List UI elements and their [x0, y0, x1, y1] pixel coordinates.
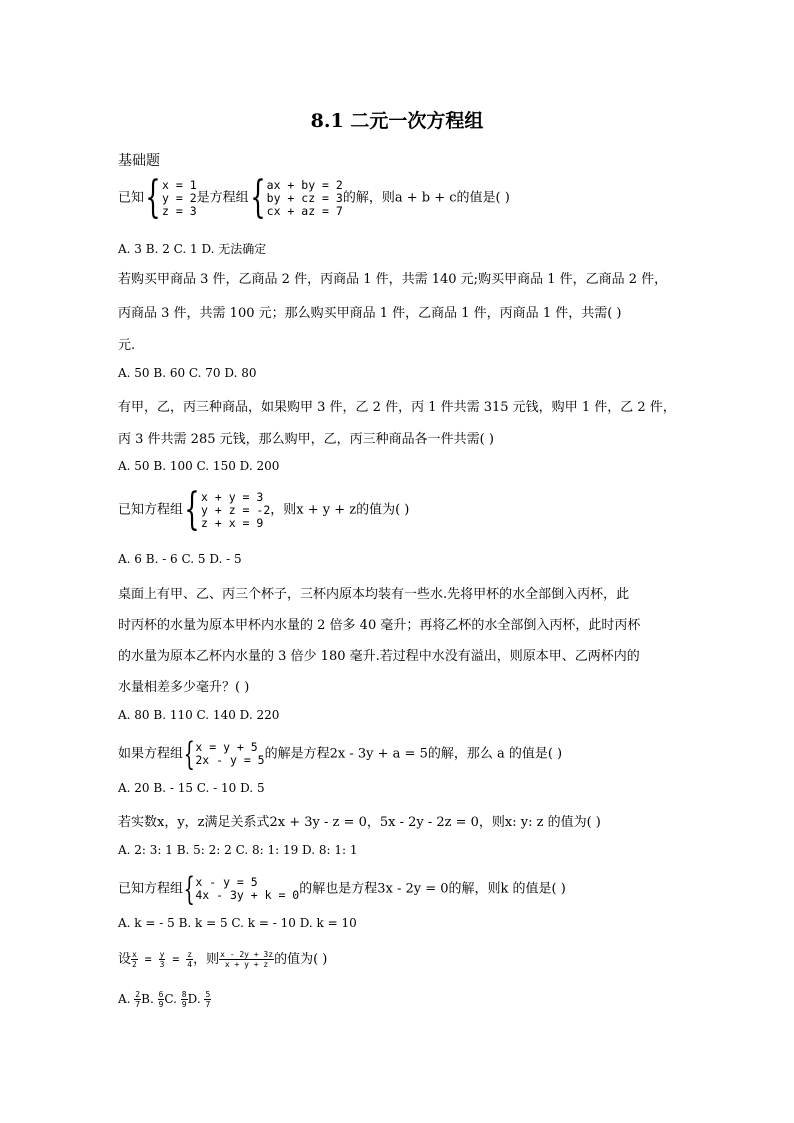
question-1 [118, 172, 510, 223]
q6-suffix: 的解是方程2x - 3y + a = 5的解，那么 a 的值是( ) [264, 746, 563, 762]
question-8 [118, 870, 566, 908]
fraction-z-over-4: $\frac{z}{4}$ [187, 950, 193, 969]
q2-line-2: 丙商品 3 件，共需 100 元；那么购买甲商品 1 件，乙商品 1 件，丙商品 1 件，共需( ) [118, 306, 622, 321]
section-heading: 基础题 [118, 153, 160, 169]
q1-equation-system: { ax + by = 2 by + cz = 3 cx + az = 7 [249, 172, 343, 223]
q8-options: A. k = - 5 B. k = 5 C. k = - 10 D. k = 10 [118, 916, 357, 930]
left-brace-icon: { [183, 735, 195, 773]
option-a-fraction: $\frac{2}{7}$ [135, 990, 141, 1009]
question-6 [118, 735, 563, 773]
q1-solution-system: { x = 1 y = 2 z = 3 [145, 172, 197, 223]
fraction-x-over-2: $\frac{x}{2}$ [132, 950, 137, 969]
q1-mid: 是方程组 [196, 190, 249, 206]
q6-prefix: 如果方程组 [118, 746, 184, 762]
q2-line-3: 元. [118, 338, 136, 353]
q3-line-2: 丙 3 件共需 285 元钱，那么购甲，乙，丙三种商品各一件共需( ) [118, 432, 494, 447]
question-4 [118, 484, 410, 535]
q5-line-4: 水量相差多少毫升？( ) [118, 680, 250, 695]
q4-suffix: ，则x + y + z的值为( ) [270, 502, 410, 518]
q1-options: A. 3 B. 2 C. 1 D. 无法确定 [118, 242, 267, 256]
q7-text: 若实数x，y，z满足关系式2x + 3y - z = 0，5x - 2y - 2z = 0，则x: y: z 的值为( ) [118, 815, 601, 830]
q2-options: A. 50 B. 60 C. 70 D. 80 [118, 366, 257, 380]
q5-line-3: 的水量为原本乙杯内水量的 3 倍少 180 毫升.若过程中水没有溢出，则原本甲、乙两杯内的 [118, 649, 640, 664]
q9-suffix: 的值为( ) [274, 952, 328, 967]
q7-options: A. 2: 3: 1 B. 5: 2: 2 C. 8: 1: 19 D. 8: 1: 1 [118, 843, 358, 857]
q4-prefix: 已知方程组 [118, 502, 184, 518]
question-9: 设 $\frac{x}{2}$ = $\frac{y}{3}$ = $\frac{z}{4}$ ，则 $\frac{x - 2y + 3z}{x + y + z}$ 的值为( ) [118, 950, 328, 969]
q5-line-2: 时丙杯的水量为原本甲杯内水量的 2 倍多 40 毫升；再将乙杯的水全部倒入丙杯，此时丙杯 [118, 618, 641, 633]
q4-options: A. 6 B. - 6 C. 5 D. - 5 [118, 552, 242, 566]
q9-options: A. $\frac{2}{7}$ B. $\frac{6}{9}$ C. $\frac{8}{9}$ D. $\frac{5}{7}$ [118, 990, 211, 1009]
q6-equation-system: { x = y + 5 2x - y = 5 [183, 735, 265, 773]
q9-prefix: 设 [118, 952, 132, 967]
q1-prefix: 已知 [118, 190, 145, 206]
page-title: 8.1 二元一次方程组 [310, 110, 484, 132]
q8-prefix: 已知方程组 [118, 881, 184, 897]
q8-equation-system: { x - y = 5 4x - 3y + k = 0 [183, 870, 300, 908]
q6-options: A. 20 B. - 15 C. - 10 D. 5 [118, 781, 265, 795]
q3-line-1: 有甲，乙，丙三种商品，如果购甲 3 件，乙 2 件，丙 1 件共需 315 元钱，购甲 1 件，乙 2 件， [118, 400, 676, 415]
left-brace-icon: { [145, 172, 161, 223]
left-brace-icon: { [183, 870, 195, 908]
left-brace-icon: { [184, 484, 200, 535]
left-brace-icon: { [249, 172, 266, 223]
fraction-y-over-3: $\frac{y}{3}$ [159, 950, 165, 969]
option-d-fraction: $\frac{5}{7}$ [205, 990, 211, 1009]
q1-suffix: 的解，则a + b + c的值是( ) [342, 190, 510, 206]
q5-options: A. 80 B. 110 C. 140 D. 220 [118, 708, 280, 722]
q5-line-1: 桌面上有甲、乙、丙三个杯子，三杯内原本均装有一些水.先将甲杯的水全部倒入丙杯，此 [118, 587, 630, 602]
q4-equation-system: { x + y = 3 y + z = -2 z + x = 9 [184, 484, 271, 535]
option-c-fraction: $\frac{8}{9}$ [181, 990, 187, 1009]
fraction-expression: $\frac{x - 2y + 3z}{x + y + z}$ [220, 950, 274, 969]
q8-suffix: 的解也是方程3x - 2y = 0的解，则k 的值是( ) [299, 881, 566, 897]
option-b-fraction: $\frac{6}{9}$ [158, 990, 164, 1009]
q3-options: A. 50 B. 100 C. 150 D. 200 [118, 459, 280, 473]
q2-line-1: 若购买甲商品 3 件，乙商品 2 件，丙商品 1 件，共需 140 元;购买甲商品 1 件，乙商品 2 件， [118, 272, 668, 287]
